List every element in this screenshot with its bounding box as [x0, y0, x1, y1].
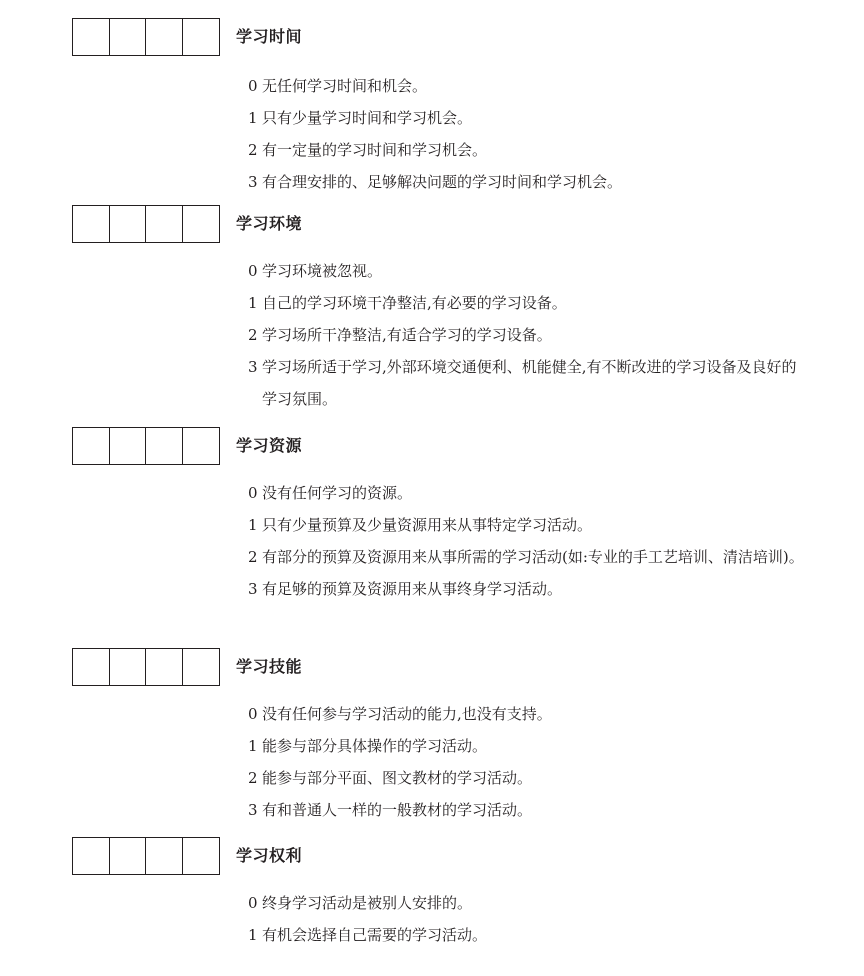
list-item [248, 509, 808, 541]
list-item [248, 70, 808, 102]
score-boxes [72, 18, 218, 56]
list-item [248, 730, 808, 762]
score-box-1[interactable] [72, 205, 110, 243]
item-text: 学习环境被忽视。 [262, 262, 383, 280]
item-number: 3 [248, 358, 258, 376]
item-text: 有一定量的学习时间和学习机会。 [262, 141, 488, 159]
item-text: 无任何学习时间和机会。 [262, 77, 428, 95]
item-text: 有足够的预算及资源用来从事终身学习活动。 [262, 580, 563, 598]
section-learning-time [72, 18, 812, 191]
item-number: 0 [248, 484, 258, 502]
list-item [248, 794, 808, 826]
item-list [248, 255, 808, 415]
item-number: 0 [248, 262, 258, 280]
section-header [72, 648, 812, 688]
score-box-4[interactable] [182, 18, 220, 56]
score-boxes [72, 837, 218, 875]
section-header [72, 205, 812, 245]
score-box-4[interactable] [182, 648, 220, 686]
list-item [248, 319, 808, 351]
item-number: 1 [248, 294, 258, 312]
item-number: 1 [248, 737, 258, 755]
item-text: 没有任何参与学习活动的能力,也没有支持。 [262, 705, 552, 723]
item-text: 有和普通人一样的一般教材的学习活动。 [262, 801, 533, 819]
score-box-3[interactable] [145, 427, 183, 465]
item-list [248, 70, 808, 198]
item-number: 1 [248, 516, 258, 534]
score-box-2[interactable] [109, 205, 147, 243]
section-title: 学习权利 [236, 846, 303, 865]
list-item [248, 287, 808, 319]
section-learning-resources [72, 427, 812, 598]
item-text: 没有任何学习的资源。 [262, 484, 413, 502]
list-item [248, 166, 808, 198]
list-item [248, 573, 808, 605]
item-number: 1 [248, 926, 258, 944]
item-number: 3 [248, 173, 258, 191]
score-box-4[interactable] [182, 427, 220, 465]
item-text: 自己的学习环境干净整洁,有必要的学习设备。 [262, 294, 567, 312]
item-text: 只有少量学习时间和学习机会。 [262, 109, 473, 127]
score-box-2[interactable] [109, 427, 147, 465]
list-item [248, 919, 808, 951]
score-box-1[interactable] [72, 427, 110, 465]
list-item [248, 255, 808, 287]
list-item [248, 351, 808, 415]
score-box-4[interactable] [182, 205, 220, 243]
section-learning-skills [72, 648, 812, 819]
score-box-3[interactable] [145, 837, 183, 875]
item-text: 能参与部分平面、图文教材的学习活动。 [262, 769, 533, 787]
item-number: 0 [248, 894, 258, 912]
section-title: 学习技能 [236, 657, 303, 676]
list-item [248, 887, 808, 919]
item-number: 2 [248, 326, 258, 344]
list-item [248, 698, 808, 730]
score-boxes [72, 205, 218, 243]
item-text: 有部分的预算及资源用来从事所需的学习活动(如:专业的手工艺培训、清洁培训)。 [262, 548, 804, 566]
score-box-3[interactable] [145, 18, 183, 56]
section-learning-rights [72, 837, 812, 944]
score-box-2[interactable] [109, 837, 147, 875]
item-list [248, 887, 808, 951]
section-title: 学习环境 [236, 214, 303, 233]
score-boxes [72, 427, 218, 465]
score-box-1[interactable] [72, 18, 110, 56]
section-title: 学习资源 [236, 436, 303, 455]
list-item [248, 541, 808, 573]
item-text: 只有少量预算及少量资源用来从事特定学习活动。 [262, 516, 593, 534]
section-header [72, 837, 812, 877]
list-item [248, 762, 808, 794]
score-box-2[interactable] [109, 18, 147, 56]
score-box-3[interactable] [145, 205, 183, 243]
list-item [248, 102, 808, 134]
item-number: 3 [248, 801, 258, 819]
item-number: 0 [248, 77, 258, 95]
score-boxes [72, 648, 218, 686]
item-list [248, 698, 808, 826]
item-text: 有机会选择自己需要的学习活动。 [262, 926, 488, 944]
item-text: 学习场所干净整洁,有适合学习的学习设备。 [262, 326, 552, 344]
score-box-2[interactable] [109, 648, 147, 686]
item-text: 能参与部分具体操作的学习活动。 [262, 737, 488, 755]
score-box-4[interactable] [182, 837, 220, 875]
section-title: 学习时间 [236, 27, 303, 46]
section-header [72, 18, 812, 58]
item-number: 3 [248, 580, 258, 598]
score-box-1[interactable] [72, 648, 110, 686]
item-number: 2 [248, 141, 258, 159]
section-header [72, 427, 812, 467]
item-number: 2 [248, 769, 258, 787]
item-list [248, 477, 808, 605]
list-item [248, 477, 808, 509]
score-box-3[interactable] [145, 648, 183, 686]
section-learning-environment [72, 205, 812, 408]
item-text: 终身学习活动是被别人安排的。 [262, 894, 473, 912]
item-number: 2 [248, 548, 258, 566]
item-text: 学习场所适于学习,外部环境交通便利、机能健全,有不断改进的学习设备及良好的学习氛围。 [262, 358, 797, 408]
list-item [248, 134, 808, 166]
score-box-1[interactable] [72, 837, 110, 875]
item-number: 0 [248, 705, 258, 723]
item-number: 1 [248, 109, 258, 127]
item-text: 有合理安排的、足够解决问题的学习时间和学习机会。 [262, 173, 623, 191]
